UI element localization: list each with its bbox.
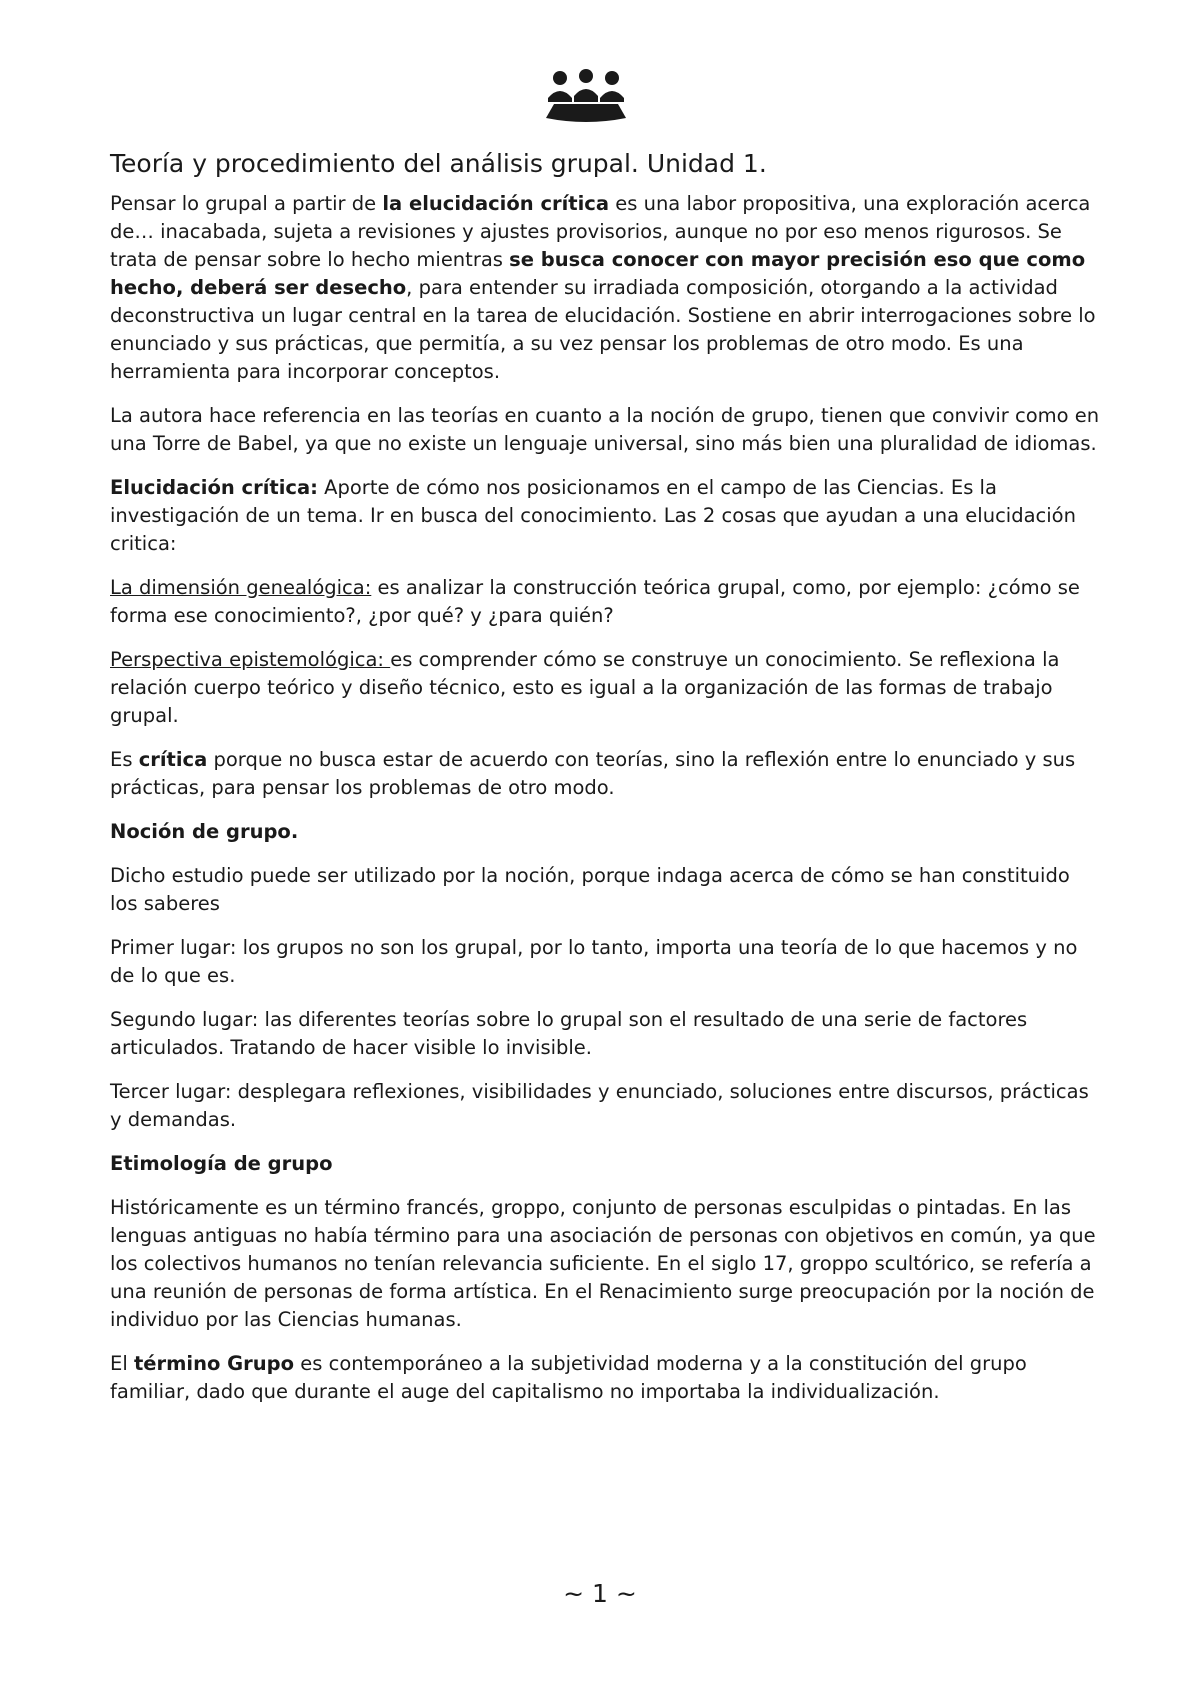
paragraph-tercer-lugar: Tercer lugar: desplegara reflexiones, visibilidades y enunciado, soluciones entre discursos, prácticas y demandas. [110,1080,1089,1131]
text-span: Aporte de cómo nos posicionamos en el campo de las Ciencias. Es la investigación de un tema. Ir en busca del conocimiento. Las 2 cosas que ayudan a una elucidación critica: [110,476,1076,555]
section-heading: Noción de grupo. [110,820,299,843]
paragraph-historicamente: Históricamente es un término francés, groppo, conjunto de personas esculpidas o pintadas. En las lenguas antiguas no había término para una asociación de personas con objetivos en común, ya que los colectivos humanos no tenían relevancia suficiente. En el siglo 17, groppo scultórico, se refería a una reunión de personas de forma artística. En el Renacimiento surge preocupación por la noción de individuo por las Ciencias humanas. [110,1196,1096,1331]
paragraph-dimension-genealogica [110,574,1100,630]
paragraph-torre-babel: La autora hace referencia en las teorías en cuanto a la noción de grupo, tienen que convivir como en una Torre de Babel, ya que no existe un lenguaje universal, sino más bien una pluralidad de idiomas. [110,404,1100,455]
paragraph-segundo-lugar: Segundo lugar: las diferentes teorías sobre lo grupal son el resultado de una serie de factores articulados. Tratando de hacer visible lo invisible. [110,1008,1028,1059]
paragraph-elucidacion-critica [110,474,1100,558]
underlined-label: Perspectiva epistemológica: [110,648,391,671]
text-span: Es [110,748,139,771]
text-span: es contemporáneo a la subjetividad moderna y a la constitución del grupo familiar, dado que durante el auge del capitalismo no importaba la individualización. [110,1352,1027,1403]
heading-etimologia-de-grupo [110,1150,1100,1178]
paragraph-termino-grupo [110,1350,1100,1406]
heading-nocion-de-grupo [110,818,1100,846]
text-span: Pensar lo grupal a partir de [110,192,383,215]
text-span: es una labor propositiva, una exploración acerca de… inacabada, sujeta a revisiones y ajustes provisorios, aunque no por eso menos rigurosos. Se trata de pensar sobre lo hecho mientras [110,192,1091,271]
bold-span: crítica [138,748,208,771]
paragraph-primer-lugar: Primer lugar: los grupos no son los grupal, por lo tanto, importa una teoría de lo que hacemos y no de lo que es. [110,936,1078,987]
text-span: , para entender su irradiada composición, otorgando a la actividad deconstructiva un lugar central en la tarea de elucidación. Sostiene en abrir interrogaciones sobre lo enunciado y sus prácticas, que permitía, a su vez pensar los problemas de otro modo. Es una herramienta para incorporar conceptos. [110,276,1096,383]
paragraph-es-critica [110,746,1100,802]
text-span: es comprender cómo se construye un conocimiento. Se reflexiona la relación cuerpo teórico y diseño técnico, esto es igual a la organización de las formas de trabajo grupal. [110,648,1060,727]
paragraph-perspectiva-epistemologica [110,646,1100,730]
underlined-label: La dimensión genealógica: [110,576,372,599]
group-meeting-icon-graphic [544,68,628,130]
bold-span: la elucidación crítica [382,192,610,215]
document-body [110,148,1100,1422]
bold-span: se busca conocer con mayor precisión eso que como hecho, deberá ser desecho [110,248,1086,299]
section-heading: Etimología de grupo [110,1152,333,1175]
bold-label: Elucidación crítica: [110,476,318,499]
text-span: es analizar la construcción teórica grupal, como, por ejemplo: ¿cómo se forma ese conocimiento?, ¿por qué? y ¿para quién? [110,576,1080,627]
paragraph-elucidacion-intro [110,190,1100,386]
text-span: porque no busca estar de acuerdo con teorías, sino la reflexión entre lo enunciado y sus prácticas, para pensar los problemas de otro modo. [110,748,1076,799]
bold-span: término Grupo [133,1352,295,1375]
text-span: El [110,1352,134,1375]
document-title: Teoría y procedimiento del análisis grupal. Unidad 1. [110,149,767,178]
group-meeting-icon [544,68,628,130]
page-number: ~ 1 ~ [563,1579,637,1608]
paragraph-dicho-estudio: Dicho estudio puede ser utilizado por la noción, porque indaga acerca de cómo se han constituido los saberes [110,864,1070,915]
